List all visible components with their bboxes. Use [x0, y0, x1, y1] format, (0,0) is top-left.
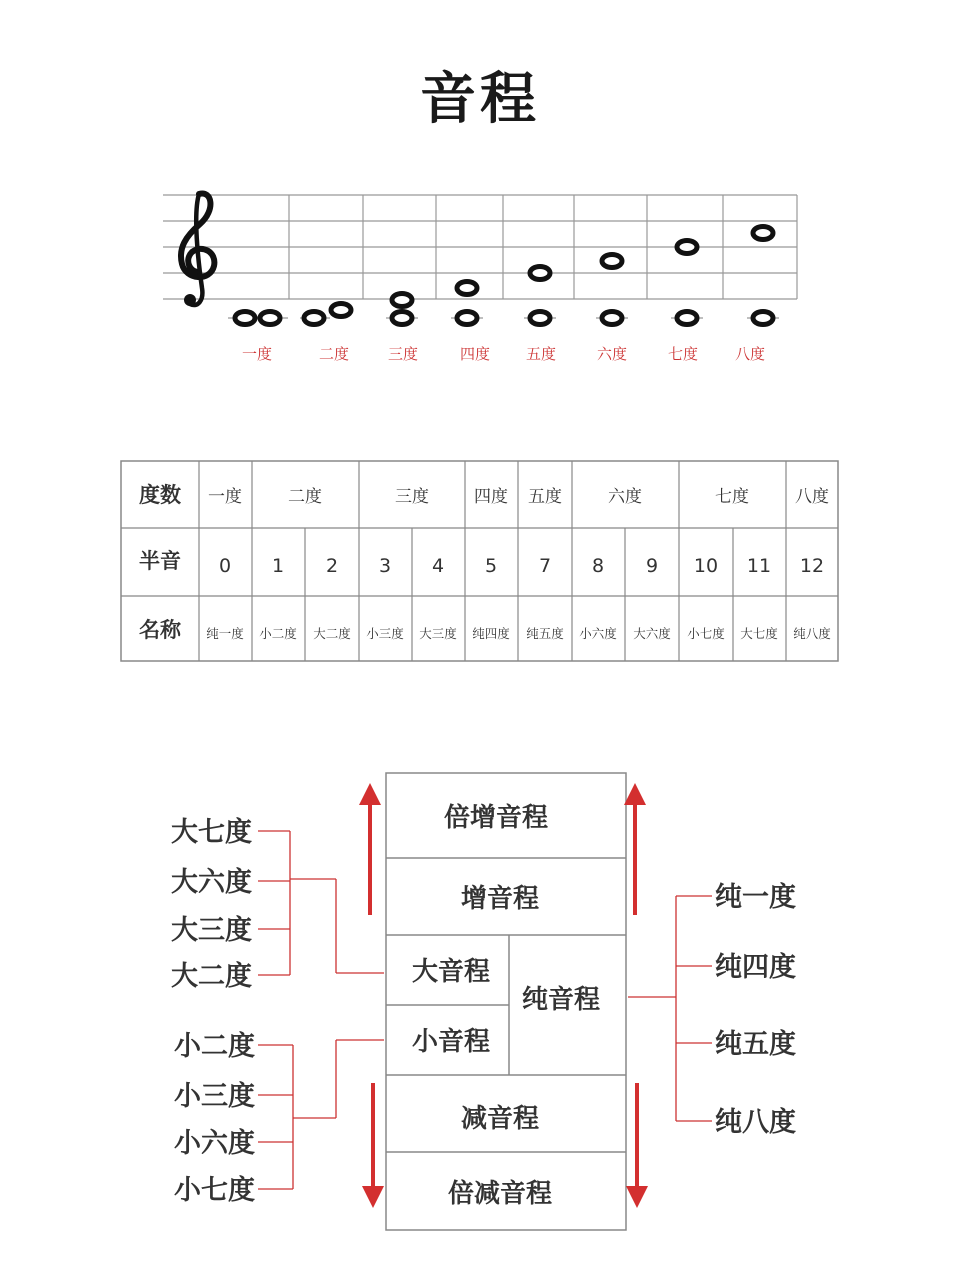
name-cell: 纯五度: [526, 626, 564, 641]
semitone-cell: 8: [591, 555, 605, 577]
staff-label-2: 二度: [318, 345, 350, 363]
up-arrow-icon: [359, 783, 381, 915]
name-cell: 纯四度: [472, 626, 510, 641]
staff-label-5: 五度: [525, 345, 557, 363]
degree-cell-3: 三度: [395, 487, 429, 507]
treble-clef-icon: [181, 193, 214, 306]
perfect-item: 纯一度: [715, 882, 796, 913]
semitone-cell: 11: [746, 555, 772, 577]
major-item: 大二度: [171, 961, 252, 992]
box-minor: 小音程: [411, 1027, 491, 1057]
semitone-cell: 12: [799, 555, 825, 577]
staff-label-8: 八度: [734, 345, 766, 363]
name-cell: 大二度: [313, 626, 351, 641]
degree-cell-6: 六度: [608, 487, 642, 507]
interval-table: [121, 461, 838, 661]
minor-item: 小六度: [174, 1128, 255, 1159]
perfect-item: 纯五度: [715, 1029, 796, 1060]
box-double-augmented: 倍增音程: [443, 803, 549, 833]
staff-labels: [242, 345, 765, 363]
semitone-cell: 3: [378, 555, 392, 577]
name-cell: 小七度: [687, 626, 725, 641]
name-cell: 小二度: [259, 626, 297, 641]
semitone-cell: 7: [538, 555, 552, 577]
degree-cell-4: 四度: [474, 487, 508, 507]
semitone-cell: 10: [693, 555, 719, 577]
box-diminished: 减音程: [460, 1104, 540, 1134]
box-perfect: 纯音程: [521, 985, 601, 1015]
name-cell: 小三度: [366, 626, 404, 641]
box-augmented: 增音程: [460, 884, 540, 914]
name-cell: 纯八度: [793, 626, 831, 641]
down-arrow-icon: [362, 1083, 384, 1208]
staff-label-7: 七度: [667, 345, 699, 363]
box-double-diminished: 倍减音程: [447, 1179, 553, 1209]
name-cell: 大三度: [419, 626, 457, 641]
semitone-cell: 4: [431, 555, 445, 577]
interval-classification: [171, 773, 796, 1230]
row-header-semitones: 半音: [139, 549, 181, 573]
semitone-cell: 9: [645, 555, 659, 577]
perfect-item: 纯四度: [715, 952, 796, 983]
row-header-degrees: 度数: [139, 483, 181, 507]
page-title: 音程: [420, 67, 540, 132]
name-cell: 纯一度: [206, 626, 244, 641]
semitone-cell: 2: [325, 555, 339, 577]
up-arrow-icon: [624, 783, 646, 915]
staff-label-6: 六度: [596, 345, 628, 363]
semitone-cell: 1: [271, 555, 285, 577]
degree-cell-5: 五度: [528, 487, 562, 507]
minor-item: 小二度: [174, 1031, 255, 1062]
major-item: 大六度: [171, 867, 252, 898]
name-cell: 大六度: [633, 626, 671, 641]
major-item: 大三度: [171, 915, 252, 946]
semitone-cell: 5: [484, 555, 498, 577]
staff-label-1: 一度: [241, 345, 273, 363]
degree-cell-8: 八度: [795, 487, 829, 507]
perfect-bracket: [628, 896, 712, 1121]
music-staff: [163, 195, 797, 299]
degree-cell-1: 一度: [208, 487, 242, 507]
staff-label-3: 三度: [387, 345, 419, 363]
minor-item: 小七度: [174, 1175, 255, 1206]
degree-cell-7: 七度: [715, 487, 749, 507]
degree-cell-2: 二度: [288, 487, 322, 507]
name-cell: 大七度: [740, 626, 778, 641]
row-header-names: 名称: [139, 618, 181, 642]
perfect-item: 纯八度: [715, 1107, 796, 1138]
minor-bracket: [258, 1040, 384, 1189]
staff-label-4: 四度: [459, 345, 491, 363]
name-cell: 小六度: [579, 626, 617, 641]
box-major: 大音程: [411, 957, 491, 987]
major-bracket: [258, 831, 384, 975]
down-arrow-icon: [626, 1083, 648, 1208]
semitone-cell: 0: [218, 555, 232, 577]
minor-item: 小三度: [174, 1081, 255, 1112]
major-item: 大七度: [171, 817, 252, 848]
